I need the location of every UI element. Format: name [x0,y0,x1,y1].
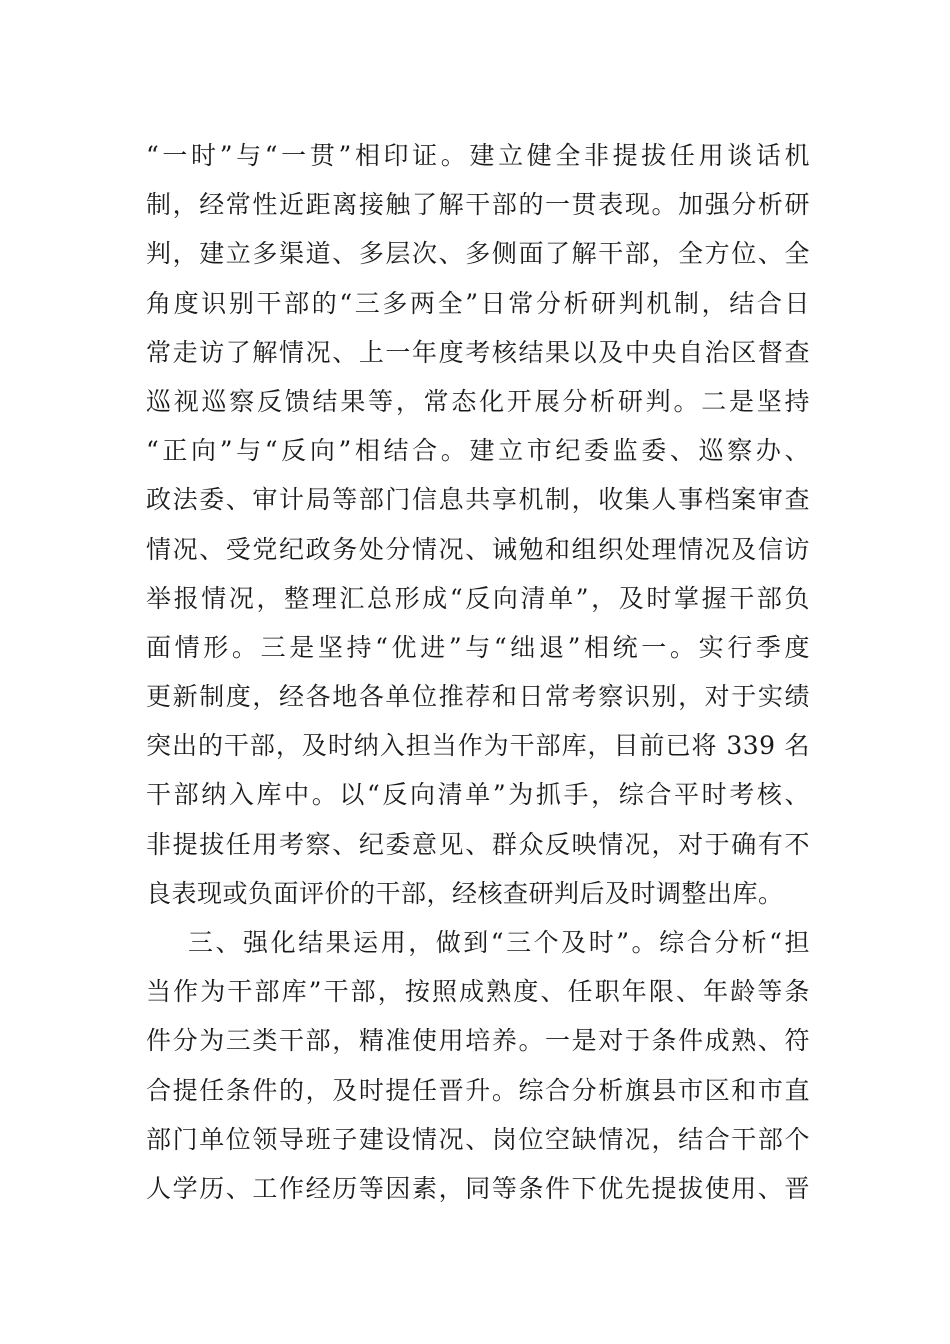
text-line: 判，建立多渠道、多层次、多侧面了解干部，全方位、全 [146,239,810,269]
text-line: 件分为三类干部，精准使用培养。一是对于条件成熟、符 [146,1026,810,1056]
body-text [146,131,810,1213]
paragraph-end-line: 良表现或负面评价的干部，经核查研判后及时调整出库。 [146,878,784,908]
text-line: 人学历、工作经历等因素，同等条件下优先提拔使用、晋 [146,1173,810,1203]
text-line: 情况、受党纪政务处分情况、诫勉和组织处理情况及信访 [146,534,810,564]
text-line: 角度识别干部的“三多两全”日常分析研判机制，结合日 [146,288,810,318]
text-line: 面情形。三是坚持“优进”与“绌退”相统一。实行季度 [146,632,810,662]
paragraph-start-line: 三、强化结果运用，做到“三个及时”。综合分析“担 [188,928,810,957]
text-line: 部门单位领导班子建设情况、岗位空缺情况，结合干部个 [146,1124,810,1154]
text-line: 更新制度，经各地各单位推荐和日常考察识别，对于实绩 [146,682,810,712]
text-line: 当作为干部库”干部，按照成熟度、任职年限、年龄等条 [146,977,810,1007]
text-line: 非提拔任用考察、纪委意见、群众反映情况，对于确有不 [146,829,810,859]
text-line: 举报情况，整理汇总形成“反向清单”，及时掌握干部负 [146,583,810,613]
text-line: “一时”与“一贯”相印证。建立健全非提拔任用谈话机 [146,141,810,170]
text-line: 制，经常性近距离接触了解干部的一贯表现。加强分析研 [146,190,810,220]
text-line: 巡视巡察反馈结果等，常态化开展分析研判。二是坚持 [146,386,810,416]
text-line: 合提任条件的，及时提任晋升。综合分析旗县市区和市直 [146,1075,810,1105]
text-line: 常走访了解情况、上一年度考核结果以及中央自治区督查 [146,337,810,367]
text-line: 突出的干部，及时纳入担当作为干部库，目前已将 339 名 [146,731,810,761]
text-line: 政法委、审计局等部门信息共享机制，收集人事档案审查 [146,485,810,515]
text-line: “正向”与“反向”相结合。建立市纪委监委、巡察办、 [146,436,810,466]
text-line: 干部纳入库中。以“反向清单”为抓手，综合平时考核、 [146,780,810,810]
